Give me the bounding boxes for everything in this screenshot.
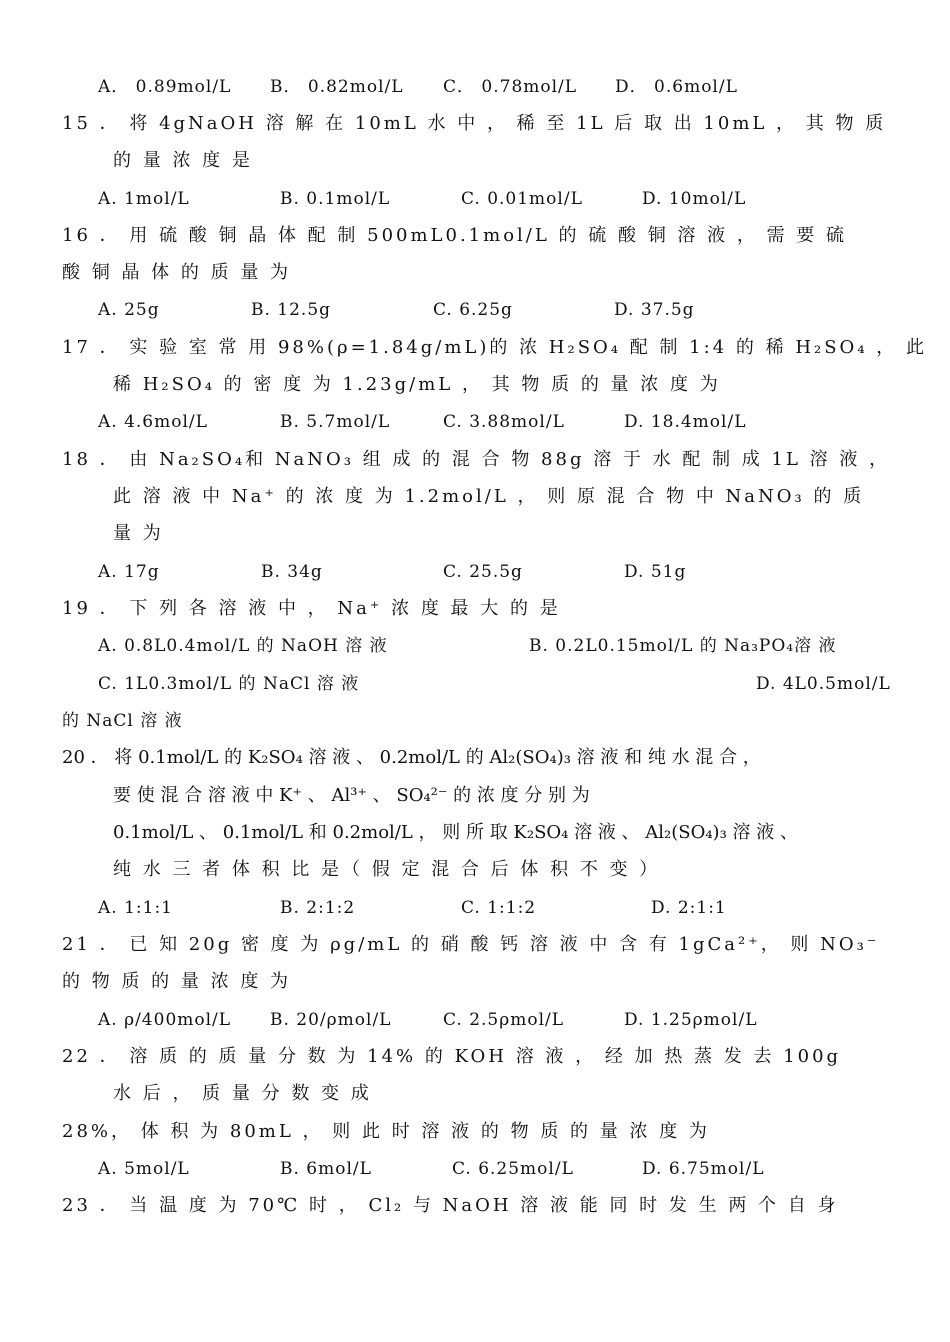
q14-option-d: D． 0.6mol/L: [615, 77, 738, 97]
q22-option-c: C. 6.25mol/L: [452, 1159, 574, 1179]
q18-option-d: D. 51g: [624, 562, 687, 582]
q16-option-a: A. 25g: [98, 300, 160, 320]
q21-option-d: D. 1.25ρmol/L: [624, 1010, 758, 1030]
q21-option-b: B. 20/ρmol/L: [270, 1010, 392, 1030]
q15-option-a: A. 1mol/L: [98, 189, 190, 209]
q15-option-d: D. 10mol/L: [642, 189, 747, 209]
q17-option-a: A. 4.6mol/L: [98, 412, 208, 432]
q20-stem-line4: 纯 水 三 者 体 积 比 是（ 假 定 混 合 后 体 积 不 变 ）: [113, 859, 661, 880]
q22-option-d: D. 6.75mol/L: [642, 1159, 765, 1179]
q16-option-b: B. 12.5g: [251, 300, 332, 320]
q15-option-c: C. 0.01mol/L: [461, 189, 583, 209]
q20-stem-line3: 0.1mol/L 、 0.1mol/L 和 0.2mol/L ， 则 所 取 K₂SO₄ 溶 液 、 Al₂(SO₄)₃ 溶 液 、: [113, 822, 798, 843]
q22-option-b: B. 6mol/L: [280, 1159, 372, 1179]
q19-option-c: C. 1L0.3mol/L 的 NaCl 溶 液: [98, 674, 360, 694]
q18-option-a: A. 17g: [98, 562, 160, 582]
q20-stem-line2: 要 使 混 合 溶 液 中 K⁺ 、 Al³⁺ 、 SO₄²⁻ 的 浓 度 分 别 为: [113, 785, 590, 806]
q19-option-d: D. 4L0.5mol/L: [756, 674, 891, 694]
q17-stem-line1: 17 ． 实 验 室 常 用 98%(ρ=1.84g/mL)的 浓 H₂SO₄ 配 制 1:4 的 稀 H₂SO₄ ， 此: [62, 337, 927, 358]
q21-option-a: A. ρ/400mol/L: [98, 1010, 232, 1030]
q21-stem-line2: 的 物 质 的 量 浓 度 为: [62, 971, 292, 992]
q15-stem-line2: 的 量 浓 度 是: [113, 150, 253, 171]
q22-stem-line1: 22 ． 溶 质 的 质 量 分 数 为 14% 的 KOH 溶 液 ， 经 加 热 蒸 发 去 100g: [62, 1046, 842, 1067]
q16-option-c: C. 6.25g: [433, 300, 513, 320]
q19-stem-line1: 19 ． 下 列 各 溶 液 中 ， Na⁺ 浓 度 最 大 的 是: [62, 598, 561, 619]
q18-option-b: B. 34g: [261, 562, 323, 582]
q15-option-b: B. 0.1mol/L: [280, 189, 391, 209]
q14-option-c: C． 0.78mol/L: [443, 77, 578, 97]
q16-stem-line1: 16 ． 用 硫 酸 铜 晶 体 配 制 500mL0.1mol/L 的 硫 酸 铜 溶 液 ， 需 要 硫: [62, 225, 848, 246]
q18-option-c: C. 25.5g: [443, 562, 523, 582]
q22-stem-line3: 28%， 体 积 为 80mL ， 则 此 时 溶 液 的 物 质 的 量 浓 度 为: [62, 1121, 710, 1142]
q22-stem-line2: 水 后 ， 质 量 分 数 变 成: [113, 1083, 372, 1104]
q20-option-d: D. 2:1:1: [651, 898, 727, 918]
q15-stem-line1: 15 ． 将 4gNaOH 溶 解 在 10mL 水 中 ， 稀 至 1L 后 取 出 10mL ， 其 物 质: [62, 113, 887, 134]
q20-option-a: A. 1:1:1: [98, 898, 173, 918]
q14-option-b: B． 0.82mol/L: [270, 77, 404, 97]
q17-stem-line2: 稀 H₂SO₄ 的 密 度 为 1.23g/mL ， 其 物 质 的 量 浓 度 为: [113, 374, 721, 395]
q18-stem-line3: 量 为: [113, 523, 164, 544]
q23-stem-line1: 23 ． 当 温 度 为 70℃ 时 ， Cl₂ 与 NaOH 溶 液 能 同 时 发 生 两 个 自 身: [62, 1195, 839, 1216]
q18-stem-line1: 18 ． 由 Na₂SO₄和 NaNO₃ 组 成 的 混 合 物 88g 溶 于 水 配 制 成 1L 溶 液 ，: [62, 449, 891, 470]
q22-option-a: A. 5mol/L: [98, 1159, 190, 1179]
q20-option-b: B. 2:1:2: [280, 898, 356, 918]
q20-option-c: C. 1:1:2: [461, 898, 537, 918]
q21-stem-line1: 21 ． 已 知 20g 密 度 为 ρg/mL 的 硝 酸 钙 溶 液 中 含 有 1gCa²⁺， 则 NO₃⁻: [62, 934, 880, 955]
q19-option-a: A. 0.8L0.4mol/L 的 NaOH 溶 液: [98, 636, 388, 656]
q17-option-d: D. 18.4mol/L: [624, 412, 747, 432]
q16-stem-line2: 酸 铜 晶 体 的 质 量 为: [62, 262, 292, 283]
q18-stem-line2: 此 溶 液 中 Na⁺ 的 浓 度 为 1.2mol/L ， 则 原 混 合 物 中 NaNO₃ 的 质: [113, 486, 865, 507]
q14-option-a: A． 0.89mol/L: [98, 77, 232, 97]
q19-option-d-cont: 的 NaCl 溶 液: [62, 711, 183, 731]
q16-option-d: D. 37.5g: [614, 300, 695, 320]
q17-option-b: B. 5.7mol/L: [280, 412, 391, 432]
q21-option-c: C. 2.5ρmol/L: [443, 1010, 565, 1030]
q17-option-c: C. 3.88mol/L: [443, 412, 565, 432]
q20-stem-line1: 20 ． 将 0.1mol/L 的 K₂SO₄ 溶 液 、 0.2mol/L 的 Al₂(SO₄)₃ 溶 液 和 纯 水 混 合 ，: [62, 747, 761, 768]
q19-option-b: B. 0.2L0.15mol/L 的 Na₃PO₄溶 液: [529, 636, 837, 656]
